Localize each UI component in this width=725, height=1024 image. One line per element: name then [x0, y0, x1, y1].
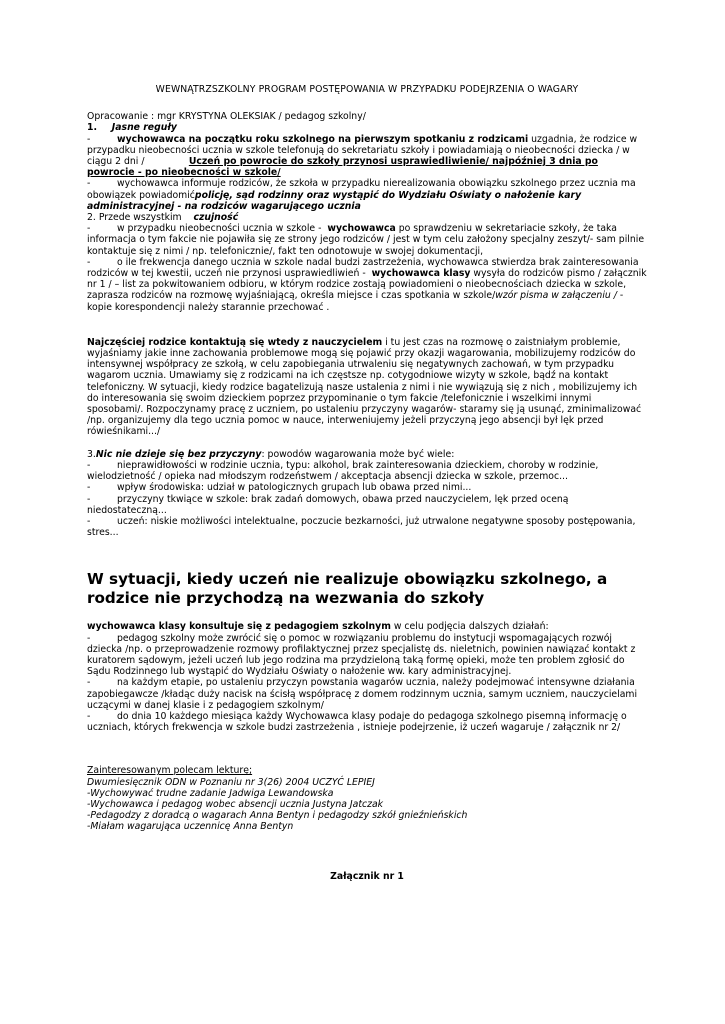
section-1-heading: 1. Jasne reguły [87, 122, 177, 134]
attachment-label: Załącznik nr 1 [330, 870, 404, 882]
paragraph-4: - o ile frekwencja danego ucznia w szkole nadal budzi zastrzeżenia, wychowawca stwierdza brak zainteresowania rodziców w tej kwestii, uczeń nie przynosi usprawiedliwień - wychowawca klasy wysyła do rodziców pismo / załącznik nr 1 / – list za pokwitowaniem odbioru, w którym rodzice zostają powiadomieni o nieobecnościach dziecka w szkole, zaprasza rodziców na rozmowę wyjaśniającą, określa miejsce i czas spotkania w szkole/wzór pisma w załączeniu / - kopie korespondencji należy starannie przechować . [87, 256, 647, 313]
document-title: WEWNĄTRZSZKOLNY PROGRAM POSTĘPOWANIA W PRZYPADKU PODEJRZENIA O WAGARY [155, 84, 579, 95]
section-3-heading: 3.Nic nie dzieje się bez przyczyny: powodów wagarowania może być wiele: [87, 448, 455, 460]
action-item: - na każdym etapie, po ustaleniu przyczyn powstania wagarów ucznia, należy podejmować intensywne działania zapobiegawcze /kładąc duży nacisk na ścisłą współpracę z domem rodzinnym ucznia, samym uczniem, nauczycielami uczącymi w danej klasie i z pedagogiem szkolnym/ [87, 677, 638, 711]
section-heading-large: W sytuacji, kiedy uczeń nie realizuje obowiązku szkolnego, a rodzice nie przychodzą na wezwania do szkoły [87, 570, 608, 608]
reading-list-item: -Wychowywać trudne zadanie Jadwiga Lewandowska [87, 787, 334, 799]
action-item: - pedagog szkolny może zwrócić się o pomoc w rozwiązaniu problemu do instytucji wspomagających rozwój dziecka /np. o przeprowadzenie rozmowy profilaktycznej przez specjalistę ds. nieletnich, powinien nawiązać kontakt z kuratorem sądowym, jeżeli uczeń lub jego rodzina ma przydzieloną taką formę opieki, może ten problem zgłosić do Sądu Rodzinnego lub wystąpić do Wydziału Oświaty o nałożenie ww. kary administracyjnej. [87, 632, 636, 678]
paragraph-2: - wychowawca informuje rodziców, że szkoła w przypadku nierealizowania obowiązku szkolnego przez ucznia ma obowiązek powiadomićpolicję, sąd rodzinny oraz wystąpić do Wydziału Oświaty o nałożenie kary administracyjnej - na rodziców wagarującego ucznia [87, 178, 636, 212]
document-page [87, 84, 647, 882]
reading-list [87, 777, 647, 833]
consult-line: wychowawca klasy konsultuje się z pedagogiem szkolnym w celu podjęcia dalszych działań: [87, 621, 549, 633]
paragraph-5: Najczęściej rodzice kontaktują się wtedy z nauczycielem i tu jest czas na rozmowę o zaistniałym problemie, wyjaśniamy jakie inne zachowania problemowe mogą się pojawić przy okazji wagarowania, mobilizujemy rodziców do intensywnej współpracy ze szkołą, w celu zapobiegania utrwaleniu się negatywnych zachowań, w tym przypadku wagarom ucznia. Umawiamy się z rodzicami na ich częstsze np. cotygodniowe wizyty w szkole, bądź na kontakt telefoniczny. W sytuacji, kiedy rodzice bagatelizują nasze ustalenia z nimi i nie wywiązują się z nich , mobilizujemy ich do interesowania się swoim dzieckiem poprzez przypominanie o tym fakcie /telefonicznie i wszelkimi innymi sposobami/. Rozpoczynamy pracę z uczniem, po ustaleniu przyczyny wagarów- staramy się ją usunąć, zminimalizować /np. organizujemy dla tego ucznia pomoc w nauce, interweniujemy jeżeli przyczyną jego absencji był lęk przed rówieśnikami.../ [87, 336, 642, 438]
section-2-heading: 2. Przede wszystkim czujność [87, 212, 239, 224]
author-line: Opracowanie : mgr KRYSTYNA OLEKSIAK / pedagog szkolny/ [87, 111, 366, 123]
action-item: - do dnia 10 każdego miesiąca każdy Wychowawca klasy podaje do pedagoga szkolnego pisemną informację o uczniach, których frekwencja w szkole budzi zastrzeżenia , istnieje podejrzenie, iż uczeń wagaruje / załącznik nr 2/ [87, 710, 627, 734]
reading-list-item: -Wychowawca i pedagog wobec absencji ucznia Justyna Jatczak [87, 798, 384, 810]
reason-item: - przyczyny tkwiące w szkole: brak zadań domowych, obawa przed nauczycielem, lęk przed oceną niedostateczną... [87, 493, 569, 516]
paragraph-3: - w przypadku nieobecności ucznia w szkole - wychowawca po sprawdzeniu w sekretariacie szkoły, że taka informacja o tym fakcie nie pojawiła się ze strony jego rodziców / jest w tym celu założony specjalny zeszyt/- sam pilnie kontaktuje się z nimi / np. telefonicznie/, fakt ten odnotowuje w swojej dokumentacji, [87, 223, 645, 257]
reading-list-item: -Pedagodzy z doradcą o wagarach Anna Bentyn i pedagodzy szkół gnieźnieńskich [87, 810, 468, 822]
paragraph-1: - wychowawca na początku roku szkolnego na pierwszym spotkaniu z rodzicami uzgadnia, że rodzice w przypadku nieobecności ucznia w szkole telefonują do sekretariatu szkoły i powiadamiają o nieobecności dziecka / w ciągu 2 dni / Uczeń po powrocie do szkoły przynosi usprawiedliwienie/ najpóźniej 3 dnia po powrocie - po nieobecności w szkole/ [87, 133, 638, 179]
reason-item: - uczeń: niskie możliwości intelektualne, poczucie bezkarności, już utrwalone negatywne sposoby postępowania, stres... [87, 515, 636, 539]
reading-list-item: Dwumiesięcznik ODN w Poznaniu nr 3(26) 2004 UCZYĆ LEPIEJ [87, 776, 375, 788]
reading-list-item: -Miałam wagarująca uczennicę Anna Bentyn [87, 821, 294, 833]
reason-item: - wpływ środowiska: udział w patologicznych grupach lub obawa przed nimi... [87, 482, 472, 494]
reason-item: - nieprawidłowości w rodzinie ucznia, typu: alkohol, brak zainteresowania dzieckiem, choroby w rodzinie, wielodzietność / opieka nad młodszym rodzeństwem / akceptacja absencji dziecka w szkole, przemoc... [87, 459, 599, 483]
reading-list-title: Zainteresowanym polecam lekturę; [87, 765, 253, 777]
